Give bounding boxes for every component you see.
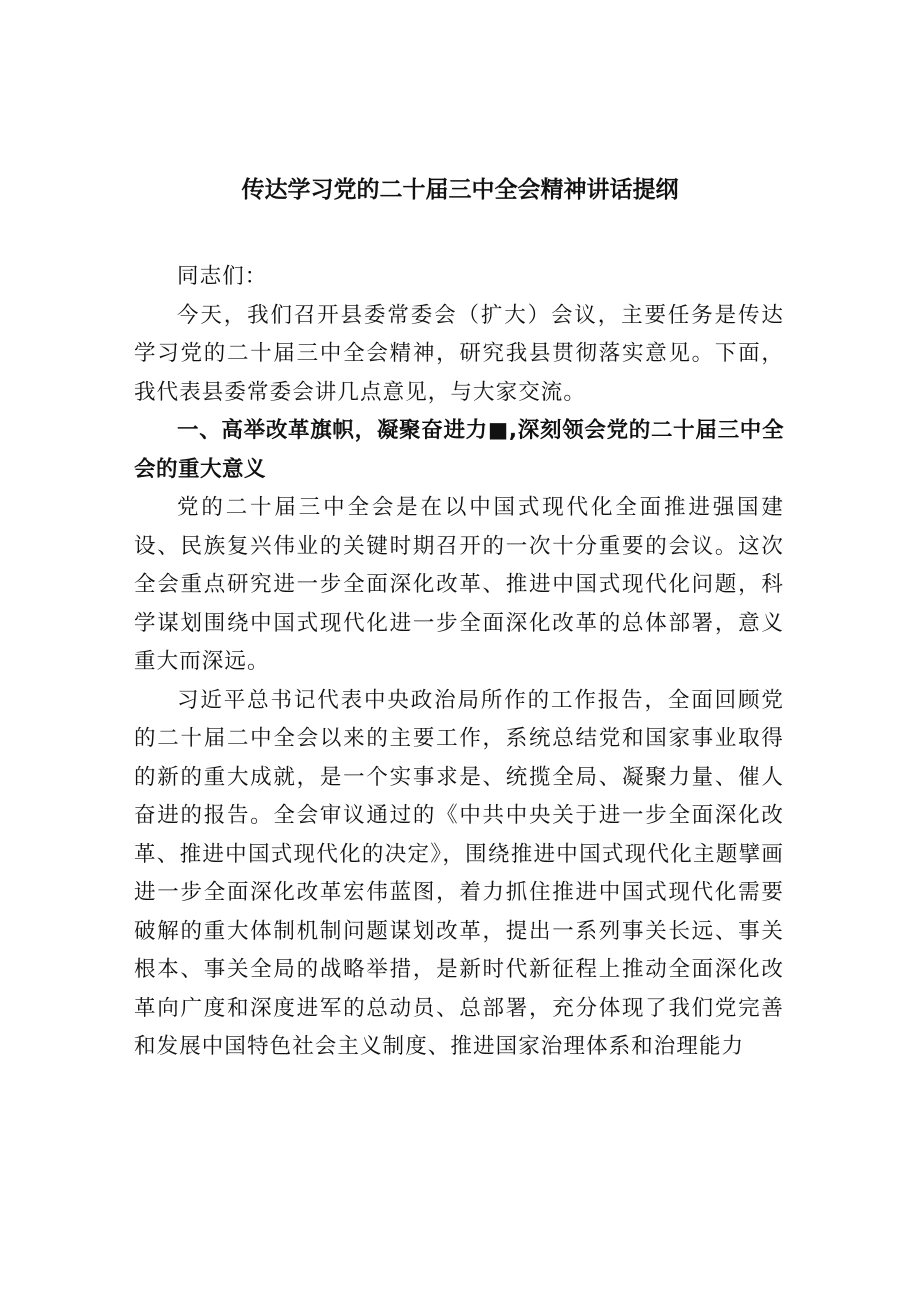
section-heading: 一、高举改革旗帜，凝聚奋进力■,深刻领会党的二十届三中全会的重大意义 — [134, 418, 784, 482]
section-paragraph-2: 习近平总书记代表中央政治局所作的工作报告，全面回顾党的二十届二中全会以来的主要工作，系统总结党和国家事业取得的新的重大成就，是一个实事求是、统揽全局、凝聚力量、催人奋进的报告。全会审议通过的《中共中央关于进一步全面深化改革、推进中国式现代化的决定》，围绕推进中国式现代化主题擘画进一步全面深化改革宏伟蓝图，着力抓住推进中国式现代化需要破解的重大体制机制问题谋划改革，提出一系列事关长远、事关根本、事关全局的战略举措，是新时代新征程上推动全面深化改革向广度和深度进军的总动员、总部署，充分体现了我们党完善和发展中国特色社会主义制度、推进国家治理体系和治理能力 — [134, 687, 784, 1059]
document-body — [134, 258, 784, 1067]
section-paragraph-1: 党的二十届三中全会是在以中国式现代化全面推进强国建设、民族复兴伟业的关键时期召开的一次十分重要的会议。这次全会重点研究进一步全面深化改革、推进中国式现代化问题，科学谋划围绕中国式现代化进一步全面深化改革的总体部署，意义重大而深远。 — [134, 495, 784, 674]
greeting: 同志们： — [177, 264, 268, 289]
document-title: 传达学习党的二十届三中全会精神讲话提纲 — [241, 177, 679, 203]
intro-paragraph: 今天，我们召开县委常委会（扩大）会议，主要任务是传达学习党的二十届三中全会精神，研究我县贯彻落实意见。下面，我代表县委常委会讲几点意见，与大家交流。 — [134, 302, 784, 405]
